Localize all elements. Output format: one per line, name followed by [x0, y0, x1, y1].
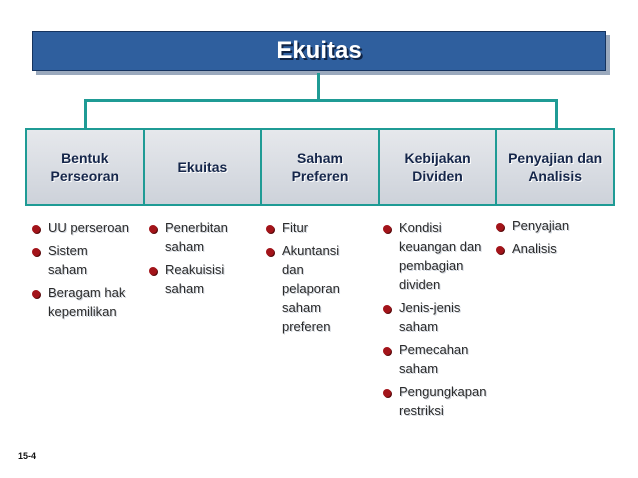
bullet-icon [383, 347, 391, 355]
list-item: Analisis [496, 239, 614, 258]
bullet-icon [32, 248, 40, 256]
list-item: UU perseroan [32, 218, 150, 237]
category-box-bentuk-perseoran [27, 130, 145, 204]
category-row [25, 128, 615, 206]
category-label: Kebijakan Dividen [404, 150, 471, 184]
bullet-icon [266, 225, 274, 233]
bullet-icon [266, 248, 274, 256]
category-label: Saham Preferen [291, 150, 349, 184]
page-number: 15-4 [18, 451, 37, 461]
connector-left-drop [84, 99, 87, 129]
connector-horizontal [84, 99, 558, 102]
column-ekuitas [149, 218, 267, 302]
bullet-icon [32, 290, 40, 298]
bullet-icon [496, 246, 504, 254]
category-label: Bentuk Perseoran [50, 150, 120, 184]
category-label: Ekuitas [177, 159, 228, 175]
column-penyajian-analisis [496, 216, 614, 262]
list-item: Pemecahan saham [383, 340, 503, 378]
list-item: Akuntansi dan pelaporan saham preferen [266, 241, 384, 336]
list-item: Kondisi keuangan dan pembagian dividen [383, 218, 503, 294]
column-kebijakan-dividen [383, 218, 503, 424]
bullet-icon [149, 267, 157, 275]
column-saham-preferen [266, 218, 384, 340]
diagram-title: Ekuitas [276, 37, 362, 64]
connector-right-drop [555, 99, 558, 129]
list-item: Sistem saham [32, 241, 150, 279]
list-item: Reakuisisi saham [149, 260, 267, 298]
category-box-penyajian-analisis [497, 130, 613, 204]
category-box-kebijakan-dividen [380, 130, 498, 204]
list-item: Beragam hak kepemilikan [32, 283, 150, 321]
bullet-icon [383, 389, 391, 397]
bullet-icon [149, 225, 157, 233]
list-item: Penyajian [496, 216, 614, 235]
category-label: Penyajian dan Analisis [508, 150, 603, 184]
category-box-saham-preferen [262, 130, 380, 204]
list-item: Pengungkapan restriksi [383, 382, 503, 420]
bullet-icon [496, 223, 504, 231]
category-box-ekuitas [145, 130, 263, 204]
title-banner [32, 31, 606, 71]
list-item: Jenis-jenis saham [383, 298, 503, 336]
bullet-icon [383, 225, 391, 233]
list-item: Fitur [266, 218, 384, 237]
bullet-icon [32, 225, 40, 233]
bullet-icon [383, 305, 391, 313]
column-bentuk-perseoran [32, 218, 150, 325]
list-item: Penerbitan saham [149, 218, 267, 256]
connector-vertical-top [317, 73, 320, 101]
